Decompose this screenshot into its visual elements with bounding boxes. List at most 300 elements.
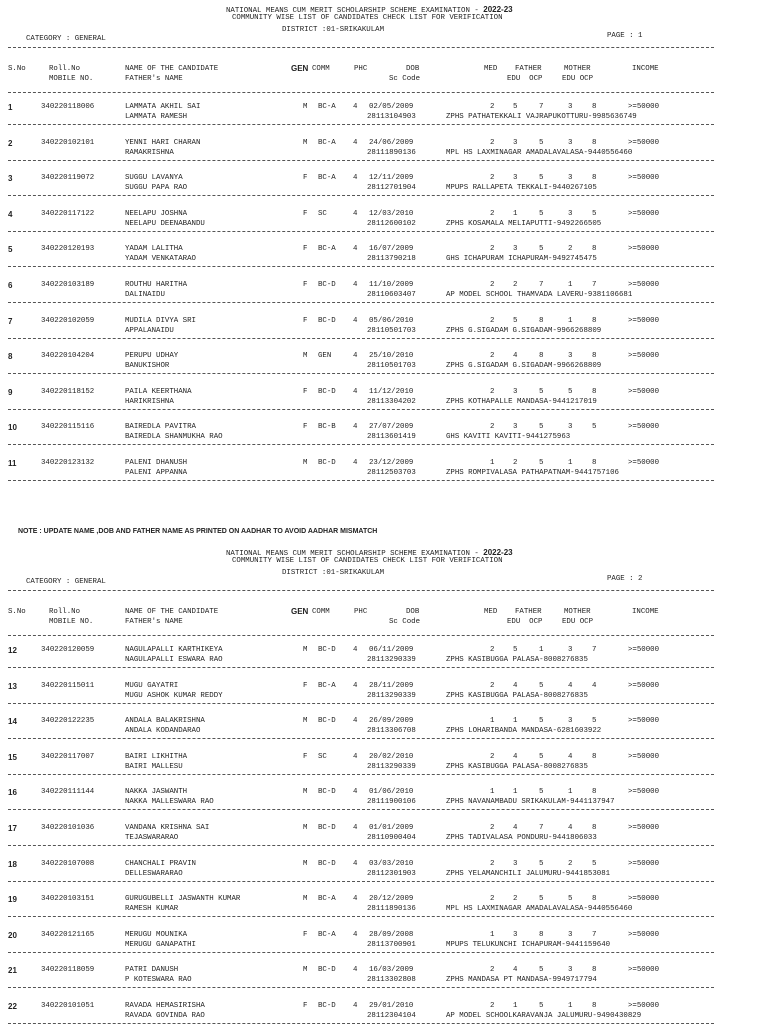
row-father-edu: 5 <box>513 316 518 325</box>
row-father-edu: 3 <box>513 245 518 254</box>
row-mother-edu: 5 <box>568 895 573 904</box>
row-dob: 20/12/2009 <box>369 895 414 904</box>
row-sc-code: 28113700901 <box>367 940 416 949</box>
row-income: >=50000 <box>628 459 660 467</box>
row-med: 2 <box>490 1002 495 1010</box>
report-year: 2022-23 <box>483 548 513 557</box>
row-mother-edu: 1 <box>568 788 573 797</box>
row-father-ocp: 5 <box>539 138 544 147</box>
row-father-name: NAKKA MALLESWARA RAO <box>125 798 214 807</box>
col-header-sno: S.No <box>8 608 26 616</box>
col-header-med: MED <box>484 65 498 73</box>
report-title-text: NATIONAL MEANS CUM MERIT SCHOLARSHIP SCHEME EXAMINATION - <box>226 550 484 558</box>
row-roll-no: 340220101036 <box>41 824 95 832</box>
row-father-ocp: 5 <box>539 717 544 726</box>
row-roll-no: 340220122235 <box>41 717 95 726</box>
row-divider <box>8 774 714 775</box>
row-community: BC-A <box>318 174 336 183</box>
row-community: BC-D <box>318 646 336 654</box>
row-phc: 4 <box>353 752 358 761</box>
row-divider <box>8 952 714 953</box>
row-sno: 21 <box>8 966 17 976</box>
row-father-ocp: 5 <box>539 859 544 868</box>
row-roll-no: 340220118152 <box>41 387 95 396</box>
row-mother-ocp: 8 <box>592 138 597 147</box>
row-father-name: HARIKRISHNA <box>125 397 174 406</box>
row-father-edu: 4 <box>513 352 518 361</box>
row-mother-edu: 1 <box>568 459 573 467</box>
row-candidate-name: MUDILA DIVYA SRI <box>125 316 196 325</box>
row-father-name: YADAM VENKATARAO <box>125 255 196 264</box>
report-title-text: NATIONAL MEANS CUM MERIT SCHOLARSHIP SCHEME EXAMINATION - <box>226 7 484 15</box>
row-divider <box>8 667 714 668</box>
row-roll-no: 340220118006 <box>41 103 95 111</box>
row-med: 2 <box>490 423 495 432</box>
row-father-name: PALENI APPANNA <box>125 469 188 477</box>
row-roll-no: 340220103151 <box>41 895 95 904</box>
row-income: >=50000 <box>628 387 660 396</box>
row-school: MPL HS LAXMINAGAR AMADALAVALASA-9440556460 <box>446 148 633 157</box>
row-mother-ocp: 7 <box>592 930 597 939</box>
row-gender: F <box>303 930 308 939</box>
row-school: ZPHS KASIBUGGA PALASA-8008276835 <box>446 762 588 771</box>
row-roll-no: 340220115116 <box>41 423 95 432</box>
row-divider <box>8 231 714 232</box>
col-header-comm: COMM <box>312 65 330 73</box>
row-sc-code: 28113290339 <box>367 762 416 771</box>
row-dob: 12/11/2009 <box>369 174 414 183</box>
row-school: ZPHS LOHARIBANDA MANDASA-6281603922 <box>446 727 602 736</box>
row-gender: M <box>303 895 308 904</box>
row-mother-ocp: 8 <box>592 174 597 183</box>
row-gender: M <box>303 103 308 111</box>
row-divider <box>8 195 714 196</box>
row-father-ocp: 5 <box>539 681 544 690</box>
row-mother-edu: 4 <box>568 824 573 832</box>
row-mother-ocp: 8 <box>592 895 597 904</box>
row-sc-code: 28113290339 <box>367 691 416 700</box>
row-dob: 06/11/2009 <box>369 646 414 654</box>
row-father-name: P KOTESWARA RAO <box>125 976 192 985</box>
row-father-ocp: 5 <box>539 387 544 396</box>
row-income: >=50000 <box>628 859 660 868</box>
row-phc: 4 <box>353 895 358 904</box>
col-header-comm: COMM <box>312 608 330 616</box>
row-father-ocp: 5 <box>539 174 544 183</box>
row-phc: 4 <box>353 824 358 832</box>
row-income: >=50000 <box>628 209 660 218</box>
row-roll-no: 340220107008 <box>41 859 95 868</box>
report-page <box>0 543 768 1023</box>
row-father-name: ANDALA KODANDARAO <box>125 727 201 736</box>
col-header-sccode: Sc Code <box>389 618 421 626</box>
report-subtitle: COMMUNITY WISE LIST OF CANDIDATES CHECK LIST FOR VERIFICATION <box>232 557 503 565</box>
row-roll-no: 340220104204 <box>41 352 95 361</box>
row-father-name: MERUGU GANAPATHI <box>125 940 196 949</box>
row-mother-edu: 3 <box>568 717 573 726</box>
row-sc-code: 28113601419 <box>367 433 416 442</box>
row-phc: 4 <box>353 788 358 797</box>
row-phc: 4 <box>353 930 358 939</box>
row-candidate-name: ANDALA BALAKRISHNA <box>125 717 205 726</box>
row-candidate-name: GURUGUBELLI JASWANTH KUMAR <box>125 895 241 904</box>
row-med: 2 <box>490 646 495 654</box>
row-candidate-name: NEELAPU JOSHNA <box>125 209 188 218</box>
page-number: PAGE : 1 <box>607 32 643 40</box>
col-header-name: NAME OF THE CANDIDATE <box>125 608 219 616</box>
row-father-ocp: 5 <box>539 788 544 797</box>
row-phc: 4 <box>353 316 358 325</box>
row-mother-edu: 3 <box>568 352 573 361</box>
row-candidate-name: BAIRI LIKHITHA <box>125 752 188 761</box>
row-school: GHS ICHAPURAM ICHAPURAM-9492745475 <box>446 255 597 264</box>
row-father-ocp: 1 <box>539 646 544 654</box>
row-community: BC-D <box>318 824 336 832</box>
row-sno: 6 <box>8 281 13 290</box>
row-candidate-name: CHANCHALI PRAVIN <box>125 859 196 868</box>
row-sc-code: 28110900404 <box>367 834 416 842</box>
category-label: CATEGORY : GENERAL <box>26 578 106 586</box>
row-father-ocp: 5 <box>539 966 544 975</box>
row-income: >=50000 <box>628 352 660 361</box>
row-divider <box>8 373 714 374</box>
row-dob: 01/06/2010 <box>369 788 414 797</box>
row-sc-code: 28113290339 <box>367 656 416 664</box>
row-sc-code: 28113304202 <box>367 397 416 406</box>
row-mother-ocp: 8 <box>592 316 597 325</box>
row-sc-code: 28110501703 <box>367 326 416 335</box>
row-candidate-name: YENNI HARI CHARAN <box>125 138 201 147</box>
report-page <box>0 0 768 480</box>
row-father-name: DELLESWARARAO <box>125 869 183 878</box>
row-dob: 28/09/2008 <box>369 930 414 939</box>
row-father-edu: 1 <box>513 717 518 726</box>
row-med: 2 <box>490 895 495 904</box>
row-divider <box>8 809 714 810</box>
row-divider <box>8 738 714 739</box>
col-header-med: MED <box>484 608 498 616</box>
row-father-name: BANUKISHOR <box>125 362 170 371</box>
row-sno: 3 <box>8 174 13 184</box>
row-mother-edu: 1 <box>568 316 573 325</box>
col-header-father: FATHER's NAME <box>125 75 183 83</box>
row-divider <box>8 409 714 410</box>
row-income: >=50000 <box>628 103 660 111</box>
row-gender: F <box>303 174 308 183</box>
row-father-edu: 3 <box>513 174 518 183</box>
row-roll-no: 340220121165 <box>41 930 95 939</box>
row-income: >=50000 <box>628 245 660 254</box>
row-school: ZPHS KASIBUGGA PALASA-8008276835 <box>446 656 588 664</box>
row-roll-no: 340220115011 <box>41 681 95 690</box>
row-father-edu: 1 <box>513 1002 518 1010</box>
row-school: MPUPS RALLAPETA TEKKALI-9440267105 <box>446 184 597 193</box>
row-sc-code: 28112503703 <box>367 469 416 477</box>
row-income: >=50000 <box>628 752 660 761</box>
row-community: BC-D <box>318 316 336 325</box>
row-gender: F <box>303 752 308 761</box>
row-father-edu: 2 <box>513 459 518 467</box>
row-community: SC <box>318 752 327 761</box>
row-father-edu: 3 <box>513 859 518 868</box>
row-father-name: BAIRI MALLESU <box>125 762 183 771</box>
row-mother-edu: 3 <box>568 423 573 432</box>
row-gender: F <box>303 245 308 254</box>
row-income: >=50000 <box>628 281 660 289</box>
row-candidate-name: SUGGU LAVANYA <box>125 174 183 183</box>
row-gender: F <box>303 209 308 218</box>
row-candidate-name: BAIREDLA PAVITRA <box>125 423 196 432</box>
row-dob: 03/03/2010 <box>369 859 414 868</box>
row-father-ocp: 8 <box>539 316 544 325</box>
row-dob: 11/12/2010 <box>369 387 414 396</box>
row-roll-no: 340220111144 <box>41 788 95 797</box>
col-header-dob: DOB <box>406 608 420 616</box>
row-father-name: SUGGU PAPA RAO <box>125 184 188 193</box>
row-mother-edu: 4 <box>568 752 573 761</box>
row-sno: 5 <box>8 245 13 255</box>
row-sno: 22 <box>8 1002 17 1011</box>
row-father-ocp: 5 <box>539 245 544 254</box>
district-label: DISTRICT :01-SRIKAKULAM <box>282 26 385 34</box>
row-sno: 1 <box>8 103 13 112</box>
row-divider <box>8 444 714 445</box>
row-mother-edu: 1 <box>568 1002 573 1010</box>
row-roll-no: 340220102101 <box>41 138 95 147</box>
row-community: BC-D <box>318 966 336 975</box>
col-header-mobile: MOBILE NO. <box>49 75 94 83</box>
row-mother-edu: 3 <box>568 930 573 939</box>
col-header-edu-ocp-father: EDU OCP <box>507 75 543 83</box>
row-father-name: BAIREDLA SHANMUKHA RAO <box>125 433 223 442</box>
row-phc: 4 <box>353 423 358 432</box>
row-income: >=50000 <box>628 423 660 432</box>
row-father-name: RAVADA GOVINDA RAO <box>125 1012 205 1020</box>
row-father-name: NAGULAPALLI ESWARA RAO <box>125 656 223 664</box>
row-phc: 4 <box>353 859 358 868</box>
header-divider <box>8 92 714 93</box>
row-school: AP MODEL SCHOOL THAMVADA LAVERU-9381106681 <box>446 291 633 299</box>
row-father-ocp: 7 <box>539 281 544 289</box>
row-community: BC-D <box>318 717 336 726</box>
row-candidate-name: PERUPU UDHAY <box>125 352 179 361</box>
row-roll-no: 340220120059 <box>41 646 95 654</box>
row-gender: M <box>303 646 308 654</box>
row-school: ZPHS KOSAMALA MELIAPUTTI-9492266505 <box>446 219 602 228</box>
row-community: GEN <box>318 352 332 361</box>
row-income: >=50000 <box>628 895 660 904</box>
row-dob: 26/09/2009 <box>369 717 414 726</box>
col-header-edu-ocp-mother: EDU OCP <box>562 618 594 626</box>
row-sno: 16 <box>8 788 17 798</box>
row-candidate-name: ROUTHU HARITHA <box>125 281 188 289</box>
row-sc-code: 28113104903 <box>367 113 416 121</box>
row-sc-code: 28113302808 <box>367 976 416 985</box>
col-header-income: INCOME <box>632 65 659 73</box>
row-gender: M <box>303 859 308 868</box>
row-community: BC-D <box>318 459 336 467</box>
row-mother-ocp: 8 <box>592 387 597 396</box>
row-school: ZPHS G.SIGADAM G.SIGADAM-9966268809 <box>446 326 602 335</box>
row-candidate-name: PALENI DHANUSH <box>125 459 188 467</box>
row-med: 2 <box>490 174 495 183</box>
header-divider <box>8 635 714 636</box>
row-community: BC-A <box>318 138 336 147</box>
row-community: BC-D <box>318 281 336 289</box>
row-father-ocp: 7 <box>539 824 544 832</box>
row-candidate-name: NAGULAPALLI KARTHIKEYA <box>125 646 223 654</box>
row-sno: 10 <box>8 423 17 433</box>
row-father-name: DALINAIDU <box>125 291 165 299</box>
row-mother-ocp: 8 <box>592 752 597 761</box>
row-income: >=50000 <box>628 788 660 797</box>
row-candidate-name: MERUGU MOUNIKA <box>125 930 188 939</box>
row-med: 2 <box>490 281 495 289</box>
row-mother-ocp: 8 <box>592 245 597 254</box>
header-divider <box>8 590 714 591</box>
row-mother-ocp: 8 <box>592 352 597 361</box>
row-community: BC-B <box>318 423 336 432</box>
row-gender: F <box>303 387 308 396</box>
row-father-edu: 1 <box>513 788 518 797</box>
row-mother-edu: 5 <box>568 387 573 396</box>
row-sno: 18 <box>8 859 17 869</box>
row-dob: 01/01/2009 <box>369 824 414 832</box>
row-dob: 23/12/2009 <box>369 459 414 467</box>
row-med: 2 <box>490 245 495 254</box>
row-mother-ocp: 7 <box>592 646 597 654</box>
row-divider <box>8 703 714 704</box>
row-father-ocp: 5 <box>539 459 544 467</box>
row-roll-no: 340220118059 <box>41 966 95 975</box>
row-sno: 12 <box>8 646 17 655</box>
row-mother-ocp: 5 <box>592 859 597 868</box>
row-dob: 16/03/2009 <box>369 966 414 975</box>
row-mother-edu: 1 <box>568 281 573 289</box>
row-mother-edu: 3 <box>568 966 573 975</box>
row-income: >=50000 <box>628 174 660 183</box>
row-community: BC-A <box>318 681 336 690</box>
row-income: >=50000 <box>628 316 660 325</box>
row-school: ZPHS KASIBUGGA PALASA-8008276835 <box>446 691 588 700</box>
row-school: ZPHS G.SIGADAM G.SIGADAM-9966268809 <box>446 362 602 371</box>
row-father-name: NEELAPU DEENABANDU <box>125 219 205 228</box>
row-school: ZPHS PATHATEKKALI VAJRAPUKOTTURU-9985636749 <box>446 113 637 121</box>
col-header-edu-ocp-mother: EDU OCP <box>562 75 594 83</box>
row-med: 2 <box>490 681 495 690</box>
row-sc-code: 28113306708 <box>367 727 416 736</box>
row-father-ocp: 7 <box>539 103 544 111</box>
report-year: 2022-23 <box>483 5 513 14</box>
col-header-sno: S.No <box>8 65 26 73</box>
row-sno: 8 <box>8 352 13 362</box>
row-divider <box>8 881 714 882</box>
col-header-income: INCOME <box>632 608 659 616</box>
row-med: 1 <box>490 717 495 726</box>
row-roll-no: 340220119072 <box>41 174 95 183</box>
row-father-edu: 3 <box>513 387 518 396</box>
row-divider <box>8 987 714 988</box>
row-med: 1 <box>490 788 495 797</box>
row-candidate-name: RAVADA HEMASIRISHA <box>125 1002 205 1010</box>
row-dob: 20/02/2010 <box>369 752 414 761</box>
row-phc: 4 <box>353 646 358 654</box>
row-sno: 17 <box>8 824 17 833</box>
row-community: BC-A <box>318 895 336 904</box>
row-med: 2 <box>490 387 495 396</box>
row-gender: F <box>303 281 308 289</box>
col-header-rollno: Roll.No <box>49 608 81 616</box>
page-number: PAGE : 2 <box>607 575 643 583</box>
col-header-phc: PHC <box>354 608 368 616</box>
row-med: 2 <box>490 752 495 761</box>
row-sno: 9 <box>8 387 13 397</box>
row-father-edu: 3 <box>513 423 518 432</box>
row-roll-no: 340220101051 <box>41 1002 95 1010</box>
col-header-mother-occ: MOTHER <box>564 608 591 616</box>
row-sc-code: 28112701904 <box>367 184 416 193</box>
row-roll-no: 340220102059 <box>41 316 95 325</box>
category-label: CATEGORY : GENERAL <box>26 35 106 43</box>
row-mother-ocp: 8 <box>592 459 597 467</box>
row-med: 2 <box>490 352 495 361</box>
row-father-ocp: 5 <box>539 752 544 761</box>
header-divider <box>8 47 714 48</box>
row-dob: 25/10/2010 <box>369 352 414 361</box>
row-candidate-name: PATRI DANUSH <box>125 966 179 975</box>
row-community: SC <box>318 209 327 218</box>
row-school: GHS KAVITI KAVITI-9441275963 <box>446 433 571 442</box>
row-dob: 16/07/2009 <box>369 245 414 254</box>
row-father-ocp: 5 <box>539 209 544 218</box>
row-father-ocp: 8 <box>539 352 544 361</box>
row-mother-edu: 2 <box>568 245 573 254</box>
col-header-phc: PHC <box>354 65 368 73</box>
row-father-name: MUGU ASHOK KUMAR REDDY <box>125 691 223 700</box>
row-dob: 12/03/2010 <box>369 209 414 218</box>
row-phc: 4 <box>353 717 358 726</box>
row-mother-ocp: 5 <box>592 717 597 726</box>
row-father-ocp: 5 <box>539 895 544 904</box>
row-school: ZPHS TADIVALASA PONDURU-9441806033 <box>446 834 597 842</box>
row-med: 1 <box>490 930 495 939</box>
row-school: MPL HS LAXMINAGAR AMADALAVALASA-9440556460 <box>446 905 633 914</box>
row-income: >=50000 <box>628 681 660 690</box>
row-mother-ocp: 8 <box>592 788 597 797</box>
row-mother-ocp: 5 <box>592 423 597 432</box>
row-phc: 4 <box>353 138 358 147</box>
col-header-gen: GEN <box>291 64 309 73</box>
row-sno: 14 <box>8 717 17 727</box>
row-mother-ocp: 5 <box>592 209 597 218</box>
row-gender: M <box>303 966 308 975</box>
row-mother-edu: 3 <box>568 174 573 183</box>
row-income: >=50000 <box>628 138 660 147</box>
row-father-edu: 4 <box>513 752 518 761</box>
row-dob: 24/06/2009 <box>369 138 414 147</box>
row-sc-code: 28111890136 <box>367 148 416 157</box>
row-dob: 28/11/2009 <box>369 681 414 690</box>
row-gender: F <box>303 1002 308 1010</box>
row-community: BC-D <box>318 387 336 396</box>
row-school: ZPHS YELAMANCHILI JALUMURU-9441853081 <box>446 869 611 878</box>
row-phc: 4 <box>353 387 358 396</box>
row-gender: F <box>303 316 308 325</box>
row-med: 2 <box>490 824 495 832</box>
row-income: >=50000 <box>628 930 660 939</box>
col-header-mother-occ: MOTHER <box>564 65 591 73</box>
row-phc: 4 <box>353 174 358 183</box>
